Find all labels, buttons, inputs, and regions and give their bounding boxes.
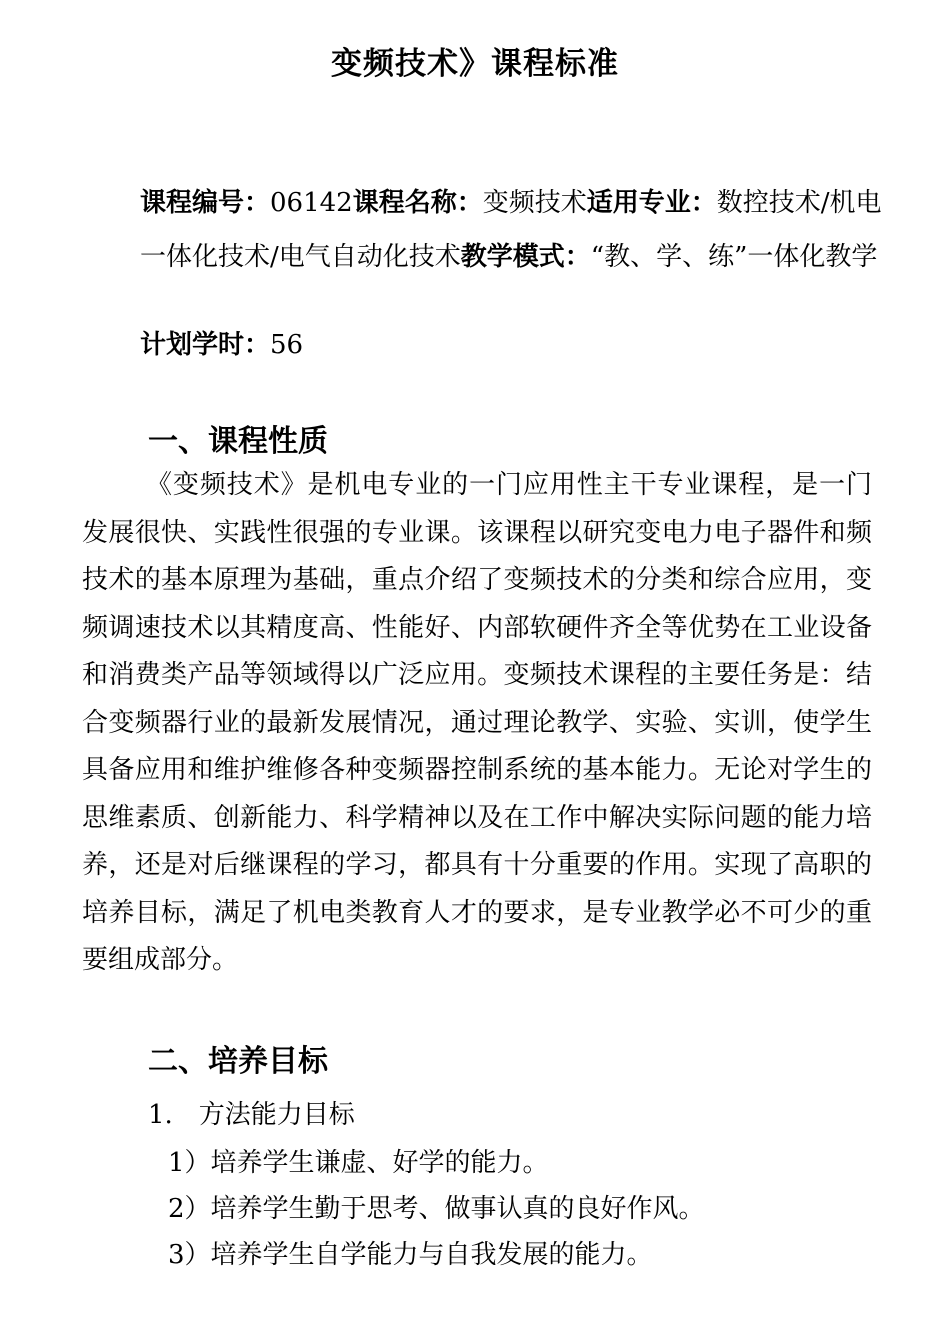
teaching-mode-label: 教学模式： xyxy=(460,242,591,272)
course-hours xyxy=(140,318,900,372)
course-name-label: 课程名称： xyxy=(352,188,483,218)
section-heading-goals: 二、培养目标 xyxy=(148,1044,328,1079)
section-nature-paragraph: 《变频技术》是机电专业的一门应用性主干专业课程，是一门发展很快、实践性很强的专业课。该课程以研究变电力电子器件和频技术的基本原理为基础，重点介绍了变频技术的分类和综合应用，变频调速技术以其精度高、性能好、内部软硬件齐全等优势在工业设备和消费类产品等领域得以广泛应用。变频技术课程的主要任务是：结合变频器行业的最新发展情况，通过理论教学、实验、实训，使学生具备应用和维护维修各种变频器控制系统的基本能力。无论对学生的思维素质、创新能力、科学精神以及在工作中解决实际问题的能力培养，还是对后继课程的学习，都具有十分重要的作用。实现了高职的培养目标，满足了机电类教育人才的要求，是专业教学必不可少的重要组成部分。 xyxy=(82,470,872,975)
goal-item: 3）培养学生自学能力与自我发展的能力。 xyxy=(168,1240,653,1270)
teaching-mode-value: “教、学、练”一体化教学 xyxy=(590,242,878,272)
course-meta xyxy=(140,176,900,284)
goal-item: 1）培养学生谦虚、好学的能力。 xyxy=(168,1148,549,1178)
goal-item: 2）培养学生勤于思考、做事认真的良好作风。 xyxy=(168,1194,705,1224)
hours-label: 计划学时： xyxy=(140,330,271,360)
course-code-value: 06142 xyxy=(270,188,353,218)
goals-subheading-method: 1. 方法能力目标 xyxy=(148,1100,355,1130)
section-heading-nature: 一、课程性质 xyxy=(148,424,328,459)
hours-value: 56 xyxy=(270,330,304,360)
major-value: 数控技术/机电一体化技术/电气自动化技术 xyxy=(140,188,882,272)
course-name-value: 变频技术 xyxy=(482,188,587,218)
document-title: 变频技术》课程标准 xyxy=(331,46,619,82)
course-code-label: 课程编号： xyxy=(140,188,271,218)
major-label: 适用专业： xyxy=(586,188,717,218)
